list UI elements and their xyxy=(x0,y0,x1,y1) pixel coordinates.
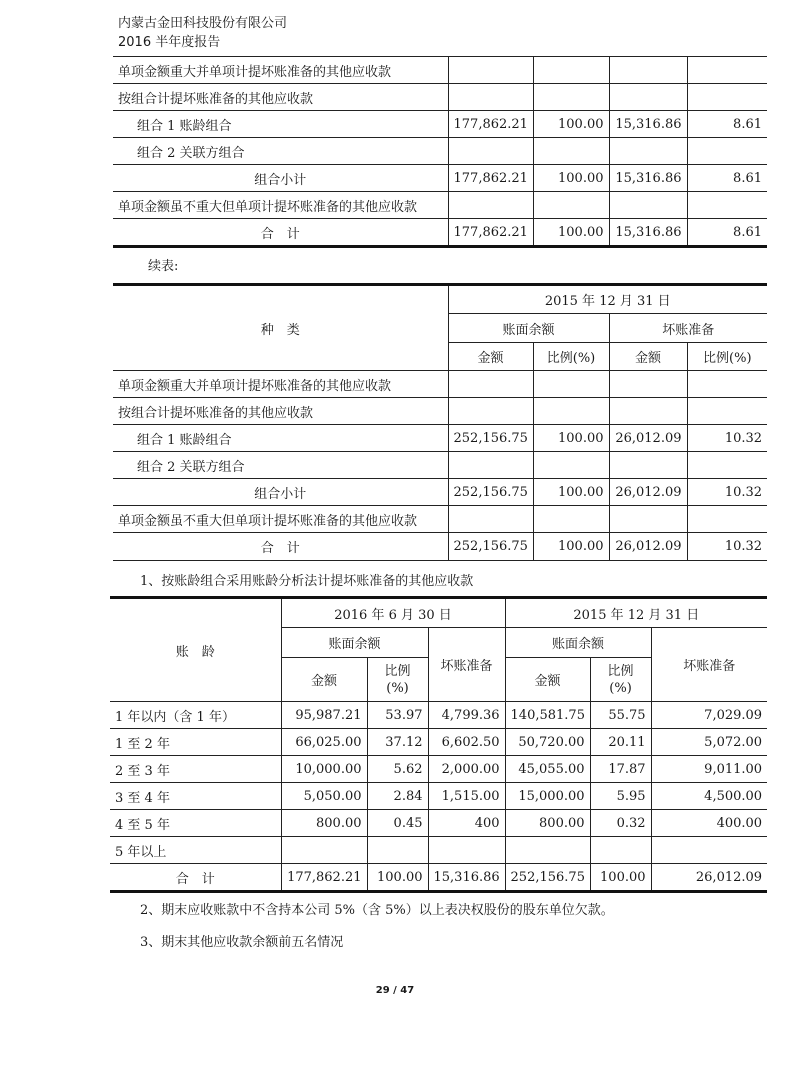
bad-debt-header: 坏账准备 xyxy=(651,628,767,702)
table-cell xyxy=(609,84,687,111)
date-header-2016: 2016 年 6 月 30 日 xyxy=(281,598,505,628)
row-label: 组合 1 账龄组合 xyxy=(113,111,448,138)
table-row xyxy=(113,533,767,561)
row-label: 4 至 5 年 xyxy=(110,810,281,837)
table-cell xyxy=(590,837,651,864)
table-cell: 15,316.86 xyxy=(609,219,687,247)
ratio-header: 比例(%) xyxy=(533,343,609,371)
table-cell: 37.12 xyxy=(367,729,428,756)
table-cell: 53.97 xyxy=(367,702,428,729)
table-cell: 100.00 xyxy=(533,219,609,247)
table-cell: 26,012.09 xyxy=(609,533,687,561)
book-balance-header: 账面余额 xyxy=(505,628,651,658)
amount-header: 金额 xyxy=(448,343,533,371)
row-label: 组合小计 xyxy=(113,479,448,506)
table-cell xyxy=(367,837,428,864)
table-cell xyxy=(533,57,609,84)
table-cell: 5,072.00 xyxy=(651,729,767,756)
row-label: 单项金额重大并单项计提坏账准备的其他应收款 xyxy=(113,371,448,398)
table-cell: 2.84 xyxy=(367,783,428,810)
table-cell xyxy=(687,452,767,479)
table-cell: 8.61 xyxy=(687,165,767,192)
table-cell: 50,720.00 xyxy=(505,729,590,756)
table-cell: 15,316.86 xyxy=(609,165,687,192)
category-header: 种 类 xyxy=(113,285,448,371)
other-receivables-table-2015 xyxy=(113,283,767,561)
table-cell: 4,799.36 xyxy=(428,702,505,729)
table-cell xyxy=(448,192,533,219)
table-cell: 252,156.75 xyxy=(505,864,590,892)
table-cell: 400.00 xyxy=(651,810,767,837)
table-cell xyxy=(609,138,687,165)
table-cell: 6,602.50 xyxy=(428,729,505,756)
table-row xyxy=(113,452,767,479)
section-1-title: 1、按账龄组合采用账龄分析法计提坏账准备的其他应收款 xyxy=(140,574,474,589)
table-cell xyxy=(609,192,687,219)
table-cell: 100.00 xyxy=(367,864,428,892)
book-balance-header: 账面余额 xyxy=(448,314,609,343)
table-cell: 177,862.21 xyxy=(281,864,367,892)
table-cell: 8.61 xyxy=(687,219,767,247)
table-cell xyxy=(533,192,609,219)
table-row xyxy=(113,425,767,452)
table-cell: 0.32 xyxy=(590,810,651,837)
table-cell: 1,515.00 xyxy=(428,783,505,810)
row-label: 组合 2 关联方组合 xyxy=(113,138,448,165)
table-cell: 252,156.75 xyxy=(448,479,533,506)
amount-header: 金额 xyxy=(505,658,590,702)
table-row xyxy=(110,864,767,892)
row-label: 合 计 xyxy=(110,864,281,892)
row-label: 按组合计提坏账准备的其他应收款 xyxy=(113,398,448,425)
amount-header: 金额 xyxy=(609,343,687,371)
company-name: 内蒙古金田科技股份有限公司 xyxy=(118,16,288,31)
table-row xyxy=(110,729,767,756)
table-cell: 100.00 xyxy=(533,479,609,506)
table-cell: 55.75 xyxy=(590,702,651,729)
row-label: 组合 1 账龄组合 xyxy=(113,425,448,452)
table-cell: 100.00 xyxy=(533,165,609,192)
table-cell xyxy=(428,837,505,864)
report-title: 2016 半年度报告 xyxy=(118,35,221,50)
row-label: 单项金额虽不重大但单项计提坏账准备的其他应收款 xyxy=(113,506,448,533)
aging-header: 账 龄 xyxy=(110,598,281,702)
table-cell xyxy=(448,138,533,165)
row-label: 组合小计 xyxy=(113,165,448,192)
table-cell xyxy=(609,57,687,84)
table-row xyxy=(113,111,767,138)
table-cell: 100.00 xyxy=(590,864,651,892)
ratio-header: 比例 (%) xyxy=(367,658,428,702)
row-label: 5 年以上 xyxy=(110,837,281,864)
table-cell: 26,012.09 xyxy=(609,479,687,506)
row-label: 1 年以内（含 1 年） xyxy=(110,702,281,729)
table-row xyxy=(110,702,767,729)
table-cell xyxy=(448,84,533,111)
table-cell: 10.32 xyxy=(687,533,767,561)
ratio-header: 比例(%) xyxy=(687,343,767,371)
table-cell: 4,500.00 xyxy=(651,783,767,810)
table-row xyxy=(113,192,767,219)
row-label: 1 至 2 年 xyxy=(110,729,281,756)
table-cell: 95,987.21 xyxy=(281,702,367,729)
continued-label: 续表: xyxy=(148,259,179,274)
ratio-header: 比例 (%) xyxy=(590,658,651,702)
date-header: 2015 年 12 月 31 日 xyxy=(448,285,767,314)
table-cell: 26,012.09 xyxy=(651,864,767,892)
table-cell: 5.62 xyxy=(367,756,428,783)
row-label: 单项金额虽不重大但单项计提坏账准备的其他应收款 xyxy=(113,192,448,219)
table-cell: 2,000.00 xyxy=(428,756,505,783)
table-cell: 100.00 xyxy=(533,425,609,452)
table-row xyxy=(113,479,767,506)
page-number: 29 / 47 xyxy=(375,985,415,996)
bad-debt-header: 坏账准备 xyxy=(428,628,505,702)
table-cell: 17.87 xyxy=(590,756,651,783)
table-row xyxy=(113,57,767,84)
table-row xyxy=(110,756,767,783)
table-cell: 800.00 xyxy=(505,810,590,837)
table-row xyxy=(113,219,767,247)
row-label: 2 至 3 年 xyxy=(110,756,281,783)
table-cell xyxy=(687,506,767,533)
table-cell: 20.11 xyxy=(590,729,651,756)
table-cell xyxy=(687,84,767,111)
table-cell: 10.32 xyxy=(687,425,767,452)
table-cell xyxy=(609,398,687,425)
other-receivables-table-2016 xyxy=(113,56,767,248)
table-row xyxy=(113,398,767,425)
table-cell xyxy=(533,398,609,425)
amount-header: 金额 xyxy=(281,658,367,702)
table-row xyxy=(110,783,767,810)
aging-analysis-table xyxy=(110,596,767,893)
table-cell xyxy=(687,371,767,398)
table-cell: 177,862.21 xyxy=(448,219,533,247)
table-cell xyxy=(687,398,767,425)
row-label: 合 计 xyxy=(113,219,448,247)
table-cell: 10,000.00 xyxy=(281,756,367,783)
table-cell: 177,862.21 xyxy=(448,165,533,192)
paragraph-3: 3、期末其他应收款余额前五名情况 xyxy=(140,935,344,950)
table-cell: 9,011.00 xyxy=(651,756,767,783)
table-cell: 26,012.09 xyxy=(609,425,687,452)
table-cell: 252,156.75 xyxy=(448,533,533,561)
row-label: 3 至 4 年 xyxy=(110,783,281,810)
table-cell: 100.00 xyxy=(533,111,609,138)
table-cell: 5,050.00 xyxy=(281,783,367,810)
table-cell xyxy=(505,837,590,864)
table-row xyxy=(113,165,767,192)
table-cell: 7,029.09 xyxy=(651,702,767,729)
table-cell: 10.32 xyxy=(687,479,767,506)
table-cell: 45,055.00 xyxy=(505,756,590,783)
table-cell xyxy=(609,371,687,398)
table-cell xyxy=(448,371,533,398)
table-cell xyxy=(687,57,767,84)
table-row xyxy=(113,506,767,533)
table-cell: 15,316.86 xyxy=(609,111,687,138)
table-cell xyxy=(609,452,687,479)
table-row xyxy=(110,837,767,864)
table-cell xyxy=(448,452,533,479)
table-cell: 5.95 xyxy=(590,783,651,810)
row-label: 组合 2 关联方组合 xyxy=(113,452,448,479)
table-cell: 177,862.21 xyxy=(448,111,533,138)
table-row xyxy=(113,138,767,165)
row-label: 合 计 xyxy=(113,533,448,561)
table-cell xyxy=(533,138,609,165)
table-cell: 15,316.86 xyxy=(428,864,505,892)
table-cell xyxy=(533,506,609,533)
date-header-2015: 2015 年 12 月 31 日 xyxy=(505,598,767,628)
table-cell xyxy=(281,837,367,864)
table-cell xyxy=(533,452,609,479)
table-cell xyxy=(651,837,767,864)
table-cell xyxy=(533,84,609,111)
table-cell xyxy=(687,138,767,165)
table-cell: 8.61 xyxy=(687,111,767,138)
table-row xyxy=(110,810,767,837)
table-row xyxy=(113,84,767,111)
table-cell: 100.00 xyxy=(533,533,609,561)
table-cell: 66,025.00 xyxy=(281,729,367,756)
table-cell: 15,000.00 xyxy=(505,783,590,810)
table-cell xyxy=(448,506,533,533)
table-cell xyxy=(687,192,767,219)
table-cell xyxy=(448,57,533,84)
table-cell: 252,156.75 xyxy=(448,425,533,452)
table-cell xyxy=(448,398,533,425)
row-label: 按组合计提坏账准备的其他应收款 xyxy=(113,84,448,111)
table-row xyxy=(113,371,767,398)
book-balance-header: 账面余额 xyxy=(281,628,428,658)
table-cell xyxy=(533,371,609,398)
table-cell xyxy=(609,506,687,533)
table-cell: 140,581.75 xyxy=(505,702,590,729)
bad-debt-header: 坏账准备 xyxy=(609,314,767,343)
paragraph-2: 2、期末应收账款中不含持本公司 5%（含 5%）以上表决权股份的股东单位欠款。 xyxy=(140,903,614,918)
table-cell: 400 xyxy=(428,810,505,837)
table-cell: 0.45 xyxy=(367,810,428,837)
table-cell: 800.00 xyxy=(281,810,367,837)
row-label: 单项金额重大并单项计提坏账准备的其他应收款 xyxy=(113,57,448,84)
